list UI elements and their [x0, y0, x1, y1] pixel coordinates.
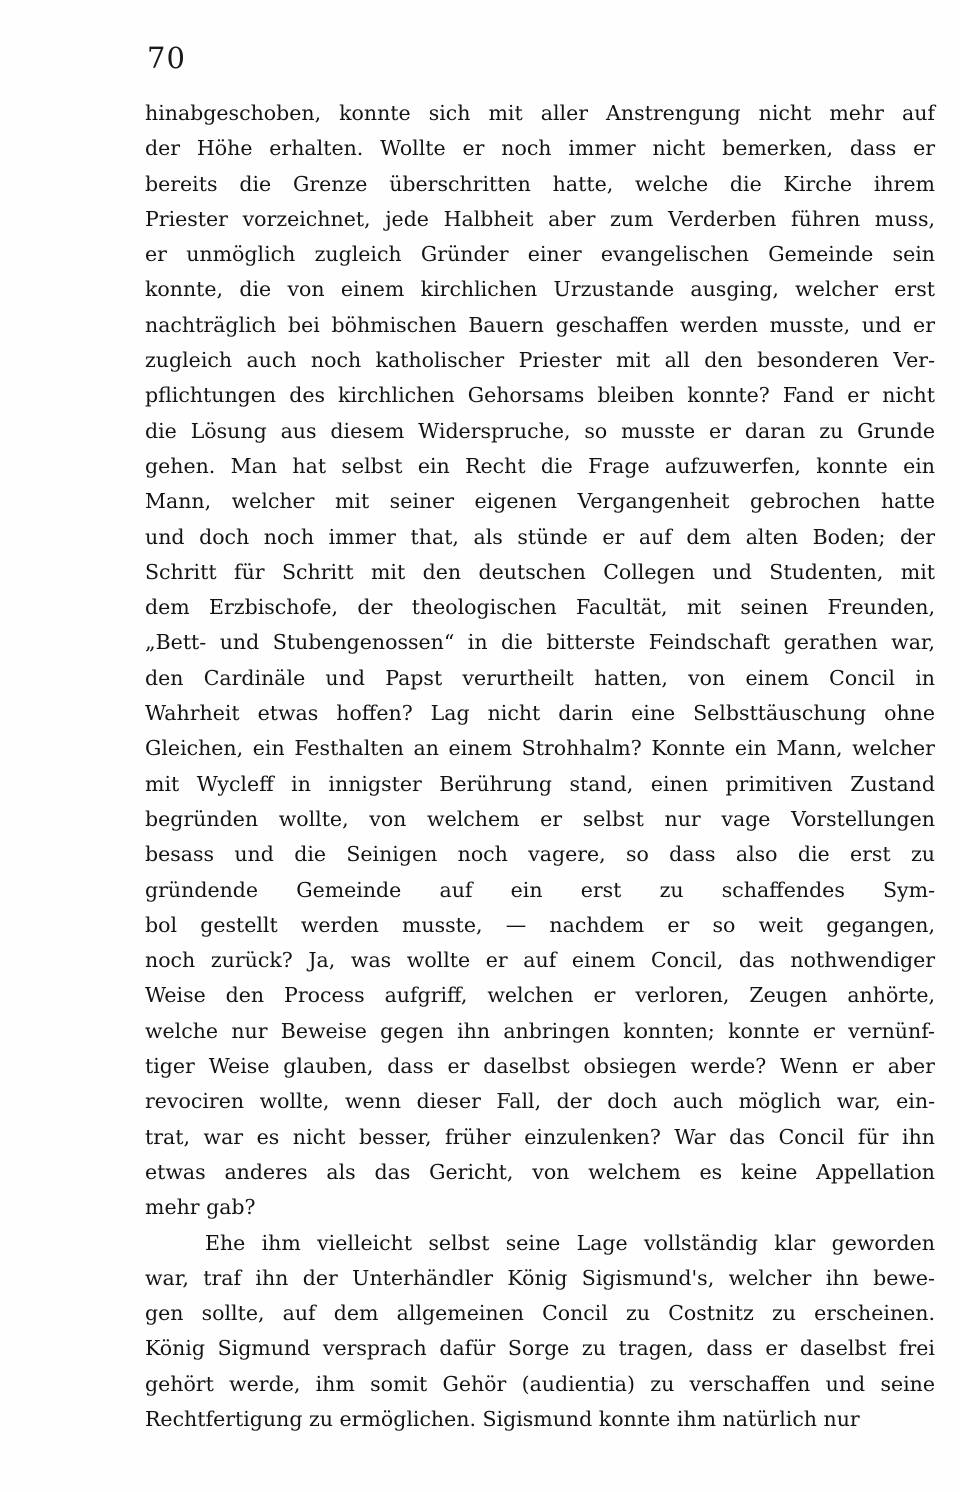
text-line: mit Wycleff in innigster Berührung stand, einen primitiven Zustand	[145, 771, 935, 796]
text-line: bereits die Grenze überschritten hatte, welche die Kirche ihrem	[145, 171, 935, 196]
text-line: die Lösung aus diesem Widerspruche, so musste er daran zu Grunde	[145, 418, 935, 443]
body-text	[145, 96, 935, 1437]
text-line: gen sollte, auf dem allgemeinen Concil zu Costnitz zu erscheinen.	[145, 1301, 935, 1326]
text-line: konnte, die von einem kirchlichen Urzustande ausging, welcher erst	[145, 277, 935, 302]
text-line: Gleichen, ein Festhalten an einem Strohhalm? Konnte ein Mann, welcher	[145, 736, 935, 761]
text-line: noch zurück? Ja, was wollte er auf einem Concil, das nothwendiger	[145, 948, 935, 973]
text-line: Wahrheit etwas hoffen? Lag nicht darin eine Selbsttäuschung ohne	[145, 701, 935, 726]
text-line: gründende Gemeinde auf ein erst zu schaffendes Sym-	[145, 877, 935, 902]
text-line: begründen wollte, von welchem er selbst nur vage Vorstellungen	[145, 806, 935, 831]
text-line: mehr gab?	[145, 1195, 256, 1220]
text-line: pflichtungen des kirchlichen Gehorsams bleiben konnte? Fand er nicht	[145, 383, 935, 408]
text-line: Priester vorzeichnet, jede Halbheit aber zum Verderben führen muss,	[145, 206, 935, 231]
paragraph	[145, 1226, 935, 1438]
text-line: hinabgeschoben, konnte sich mit aller Anstrengung nicht mehr auf	[145, 101, 935, 125]
text-line: gehört werde, ihm somit Gehör (audientia) zu verschaffen und seine	[145, 1371, 935, 1396]
page-number: 70	[147, 41, 186, 75]
text-line: etwas anderes als das Gericht, von welchem es keine Appellation	[145, 1159, 935, 1184]
text-line: und doch noch immer that, als stünde er auf dem alten Boden; der	[145, 524, 935, 549]
text-line: dem Erzbischofe, der theologischen Facultät, mit seinen Freunden,	[145, 595, 935, 620]
text-line: Rechtfertigung zu ermöglichen. Sigismund konnte ihm natürlich nur	[145, 1406, 860, 1431]
text-line: tiger Weise glauben, dass er daselbst obsiegen werde? Wenn er aber	[145, 1054, 935, 1079]
text-line: revociren wollte, wenn dieser Fall, der doch auch möglich war, ein-	[145, 1089, 935, 1114]
text-line: Mann, welcher mit seiner eigenen Vergangenheit gebrochen hatte	[145, 489, 935, 514]
text-line: Weise den Process aufgriff, welchen er verloren, Zeugen anhörte,	[145, 983, 935, 1008]
text-line: nachträglich bei böhmischen Bauern geschaffen werden musste, und er	[145, 312, 935, 337]
text-line: König Sigmund versprach dafür Sorge zu tragen, dass er daselbst frei	[145, 1336, 935, 1361]
text-line: war, traf ihn der Unterhändler König Sigismund's, welcher ihn bewe-	[145, 1265, 935, 1290]
text-line: „Bett- und Stubengenossen“ in die bitterste Feindschaft gerathen war,	[145, 630, 935, 655]
text-line: welche nur Beweise gegen ihn anbringen konnten; konnte er vernünf-	[145, 1018, 935, 1043]
text-line: Ehe ihm vielleicht selbst seine Lage vollständig klar geworden	[205, 1230, 935, 1255]
paragraph	[145, 96, 935, 1226]
text-line: er unmöglich zugleich Gründer einer evangelischen Gemeinde sein	[145, 242, 935, 267]
text-line: gehen. Man hat selbst ein Recht die Frage aufzuwerfen, konnte ein	[145, 453, 935, 478]
text-line: besass und die Seinigen noch vagere, so dass also die erst zu	[145, 842, 935, 867]
text-line: den Cardinäle und Papst verurtheilt hatten, von einem Concil in	[145, 665, 935, 690]
text-line: bol gestellt werden musste, — nachdem er so weit gegangen,	[145, 912, 935, 937]
text-line: Schritt für Schritt mit den deutschen Collegen und Studenten, mit	[145, 559, 935, 584]
text-line: trat, war es nicht besser, früher einzulenken? War das Concil für ihn	[145, 1124, 935, 1149]
text-line: der Höhe erhalten. Wollte er noch immer nicht bemerken, dass er	[145, 136, 935, 161]
text-line: zugleich auch noch katholischer Priester mit all den besonderen Ver-	[145, 348, 935, 373]
